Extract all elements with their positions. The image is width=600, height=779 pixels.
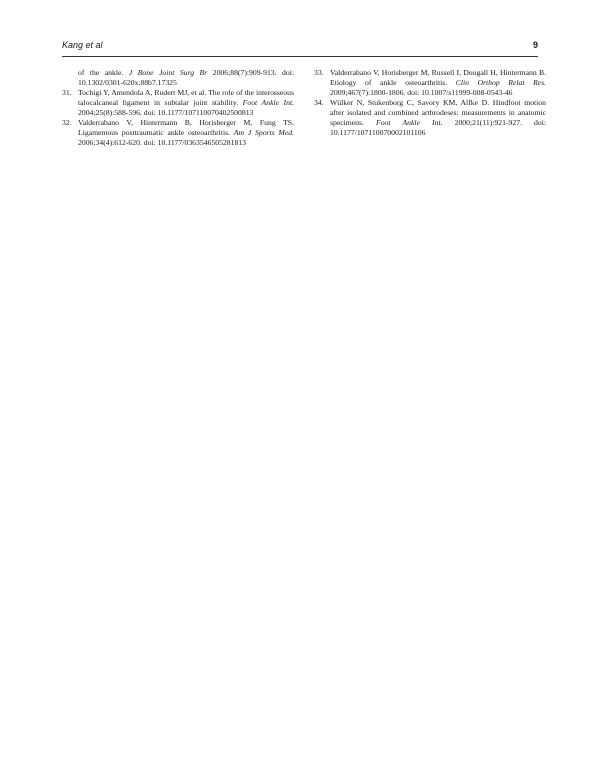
running-head: Kang et al <box>62 40 103 50</box>
reference-text: of the ankle. <box>78 68 124 77</box>
reference-text: Tochigi Y, Amendola A, Rudert MJ, et al. The role of the interosseous talocalcaneal ligament in subtalar joint stability. <box>78 88 294 107</box>
reference-number: 32. <box>62 118 72 127</box>
reference-text: Valderrabano V, Hintermann B, Horisberger M, Fung TS. Ligamentous posttraumatic ankle osteoarthritis. <box>78 118 294 137</box>
reference-journal: J Bone Joint Surg Br <box>128 68 208 77</box>
reference-number: 33. <box>314 68 324 77</box>
reference-details: 2006;88(7):909-913. doi: 10.1302/0301-620x.88b7.17325 <box>78 68 294 87</box>
reference-details: 2004;25(8):588-596. doi: 10.1177/107110070402500813 <box>78 108 254 117</box>
reference-text: Wülker N, Stukenborg C, Savory KM, Alfke D. Hindfoot motion after isolated and combined arthrodeses: measurements in anatomic specimens. <box>330 98 546 127</box>
reference-details: 2000;21(11):921-927. doi: 10.1177/107110070002101106 <box>330 118 547 137</box>
references-column-right <box>314 68 546 138</box>
reference-continued <box>62 68 294 88</box>
header-rule <box>62 56 538 57</box>
reference-journal: Clin Orthop Relat Res. <box>455 78 547 87</box>
reference-text: Valderrabano V, Horisberger M, Russell I, Dougall H, Hintermann B. Etiology of ankle osteoarthritis. <box>330 68 546 87</box>
reference-item <box>314 98 546 138</box>
reference-journal: Foot Ankle Int. <box>376 118 443 127</box>
references-column-left <box>62 68 294 148</box>
reference-item <box>314 68 546 98</box>
reference-number: 31. <box>62 88 72 97</box>
reference-details: 2009;467(7):1800-1806. doi: 10.1007/s11999-008-0543-46 <box>330 88 513 97</box>
reference-journal: Foot Ankle Int. <box>242 98 295 107</box>
reference-number: 34. <box>314 98 324 107</box>
reference-item <box>62 88 294 118</box>
page-number: 9 <box>532 40 538 50</box>
reference-journal: Am J Sports Med. <box>233 128 295 137</box>
reference-details: 2006;34(4):612-620. doi: 10.1177/0363546505281813 <box>78 138 246 147</box>
page-header <box>62 40 538 54</box>
reference-item <box>62 118 294 148</box>
